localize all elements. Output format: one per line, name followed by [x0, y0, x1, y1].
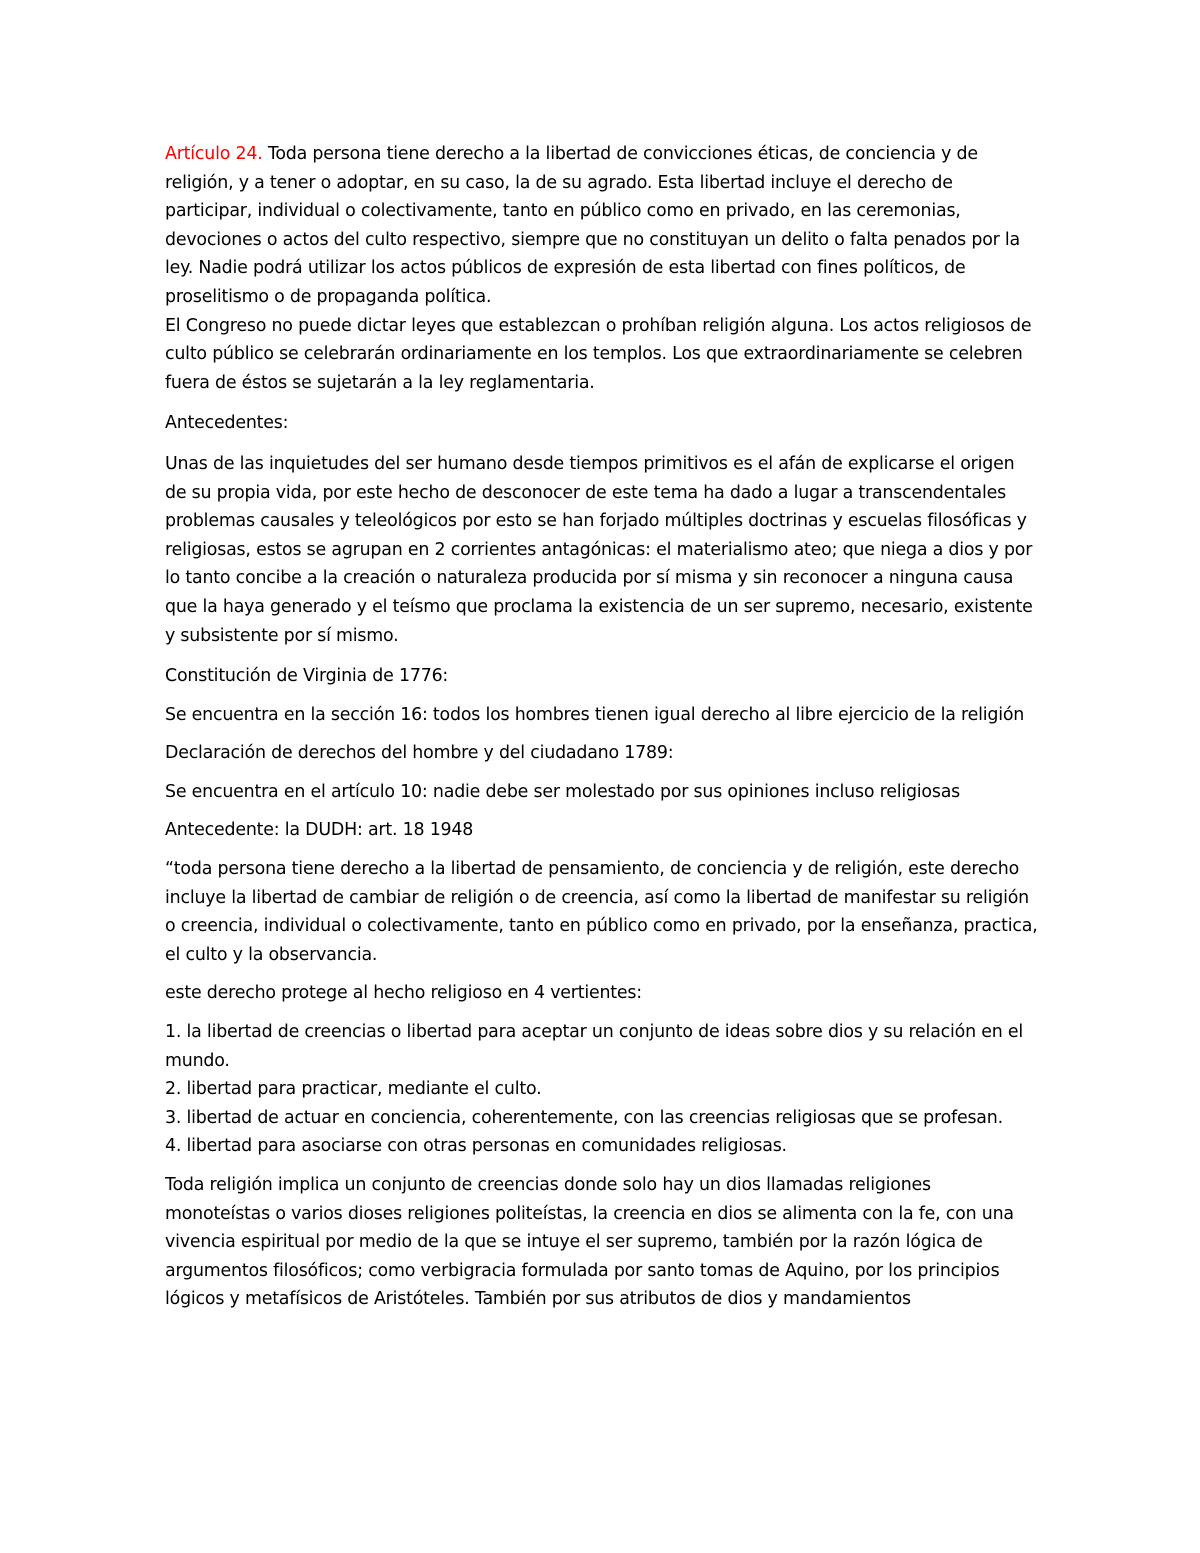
antecedentes-paragraph: Unas de las inquietudes del ser humano desde tiempos primitivos es el afán de explicarse el origen de su propia vida, por este hecho de desconocer de este tema ha dado a lugar a transcendentales problemas causales y teleológicos por esto se han forjado múltiples doctrinas y escuelas filosóficas y religiosas, estos se agrupan en 2 corrientes antagónicas: el materialismo ateo; que niega a dios y por lo tanto concibe a la creación o naturaleza producida por sí misma y sin reconocer a ninguna causa que la haya generado y el teísmo que proclama la existencia de un ser supremo, necesario, existente y subsistente por sí mismo. — [165, 453, 1033, 646]
list-item: 2. libertad para practicar, mediante el culto. — [165, 1079, 542, 1100]
dudh-heading: Antecedente: la DUDH: art. 18 1948 — [165, 820, 474, 841]
article-body: Toda persona tiene derecho a la libertad de convicciones éticas, de conciencia y de religión, y a tener o adoptar, en su caso, la de su agrado. Esta libertad incluye el derecho de participar, individual o colectivamente, tanto en público como en privado, en las ceremonias, devociones o actos del culto respectivo, siempre que no constituyan un delito o falta penados por la ley. Nadie podrá utilizar los actos públicos de expresión de esta libertad con fines políticos, de proselitismo o de propaganda política. — [165, 144, 1021, 307]
declaracion-paragraph: Se encuentra en el artículo 10: nadie debe ser molestado por sus opiniones incluso religiosas — [165, 781, 961, 802]
vertientes-list — [165, 1018, 1040, 1161]
virginia-heading: Constitución de Virginia de 1776: — [165, 666, 449, 687]
antecedentes-heading: Antecedentes: — [165, 413, 289, 434]
list-item: 3. libertad de actuar en conciencia, coherentemente, con las creencias religiosas que se profesan. — [165, 1107, 1003, 1128]
vertientes-intro: este derecho protege al hecho religioso en 4 vertientes: — [165, 983, 642, 1004]
conclusion-paragraph: Toda religión implica un conjunto de creencias donde solo hay un dios llamadas religiones monoteístas o varios dioses religiones politeístas, la creencia en dios se alimenta con la fe, con una vivencia espiritual por medio de la que se intuye el ser supremo, también por la razón lógica de argumentos filosóficos; como verbigracia formulada por santo tomas de Aquino, por los principios lógicos y metafísicos de Aristóteles. También por sus atributos de dios y mandamientos — [165, 1175, 1014, 1310]
dudh-quote: “toda persona tiene derecho a la libertad de pensamiento, de conciencia y de religión, este derecho incluye la libertad de cambiar de religión o de creencia, así como la libertad de manifestar su religión o creencia, individual o colectivamente, tanto en público como en privado, por la enseñanza, practica, el culto y la observancia. — [165, 859, 1038, 965]
list-item: 1. la libertad de creencias o libertad para aceptar un conjunto de ideas sobre dios y su relación en el mundo. — [165, 1022, 1024, 1071]
declaracion-heading: Declaración de derechos del hombre y del ciudadano 1789: — [165, 743, 674, 764]
article-label: Artículo 24. — [165, 144, 263, 164]
list-item: 4. libertad para asociarse con otras personas en comunidades religiosas. — [165, 1136, 787, 1157]
congress-paragraph: El Congreso no puede dictar leyes que establezcan o prohíban religión alguna. Los actos religiosos de culto público se celebrarán ordinariamente en los templos. Los que extraordinariamente se celebren fuera de éstos se sujetarán a la ley reglamentaria. — [165, 315, 1032, 393]
article-paragraph — [165, 140, 1040, 312]
virginia-paragraph: Se encuentra en la sección 16: todos los hombres tienen igual derecho al libre ejercicio de la religión — [165, 704, 1025, 725]
